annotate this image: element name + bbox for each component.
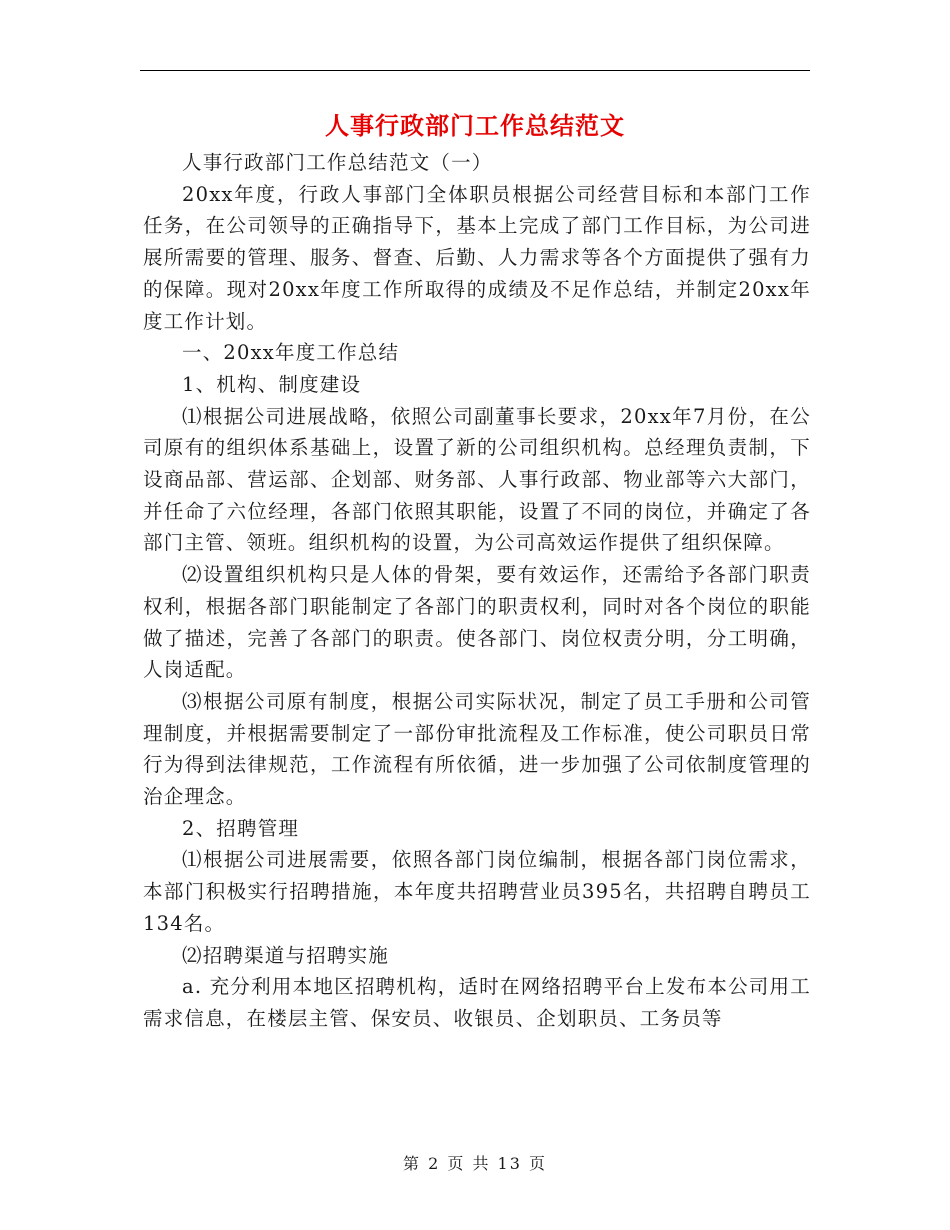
subsection-heading-recruit: 2、招聘管理 bbox=[182, 816, 300, 840]
org-paragraph-3: ⑶根据公司原有制度，根据公司实际状况，制定了员工手册和公司管理制度，并根据需要制定了一部份审批流程及工作标准，使公司职员日常行为得到法律规范，工作流程有所依循，进一步加强了公司依制度管理的治企理念。 bbox=[143, 689, 811, 809]
document-body bbox=[143, 147, 811, 1035]
subsection-heading-org: 1、机构、制度建设 bbox=[182, 372, 362, 396]
chapter-heading: 一、20xx年度工作总结 bbox=[182, 341, 400, 365]
recruit-paragraph-1: ⑴根据公司进展需要，依照各部门岗位编制，根据各部门岗位需求，本部门积极实行招聘措施，本年度共招聘营业员395名，共招聘自聘员工134名。 bbox=[143, 848, 811, 935]
document-title: 人事行政部门工作总结范文 bbox=[325, 111, 625, 140]
org-paragraph-1: ⑴根据公司进展战略，依照公司副董事长要求，20xx年7月份，在公司原有的组织体系基础上，设置了新的公司组织机构。总经理负责制，下设商品部、营运部、企划部、财务部、人事行政部、物业部等六大部门，并任命了六位经理，各部门依照其职能，设置了不同的岗位，并确定了各部门主管、领班。组织机构的设置，为公司高效运作提供了组织保障。 bbox=[143, 404, 811, 555]
recruit-paragraph-a: a. 充分利用本地区招聘机构，适时在网络招聘平台上发布本公司用工需求信息，在楼层主管、保安员、收银员、企划职员、工务员等 bbox=[143, 975, 811, 1030]
org-paragraph-2: ⑵设置组织机构只是人体的骨架，要有效运作，还需给予各部门职责权利，根据各部门职能制定了各部门的职责权利，同时对各个岗位的职能做了描述，完善了各部门的职责。使各部门、岗位权责分明，分工明确，人岗适配。 bbox=[143, 563, 811, 682]
section-heading-one: 人事行政部门工作总结范文（一） bbox=[182, 151, 493, 174]
recruit-heading-channels: ⑵招聘渠道与招聘实施 bbox=[182, 943, 390, 967]
header-rule bbox=[140, 70, 810, 71]
page-number-footer: 第 2 页 共 13 页 bbox=[403, 1154, 547, 1173]
intro-paragraph: 20xx年度，行政人事部门全体职员根据公司经营目标和本部门工作任务，在公司领导的正确指导下，基本上完成了部门工作目标，为公司进展所需要的管理、服务、督查、后勤、人力需求等各个方面提供了强有力的保障。现对20xx年度工作所取得的成绩及不足作总结，并制定20xx年度工作计划。 bbox=[143, 182, 811, 333]
